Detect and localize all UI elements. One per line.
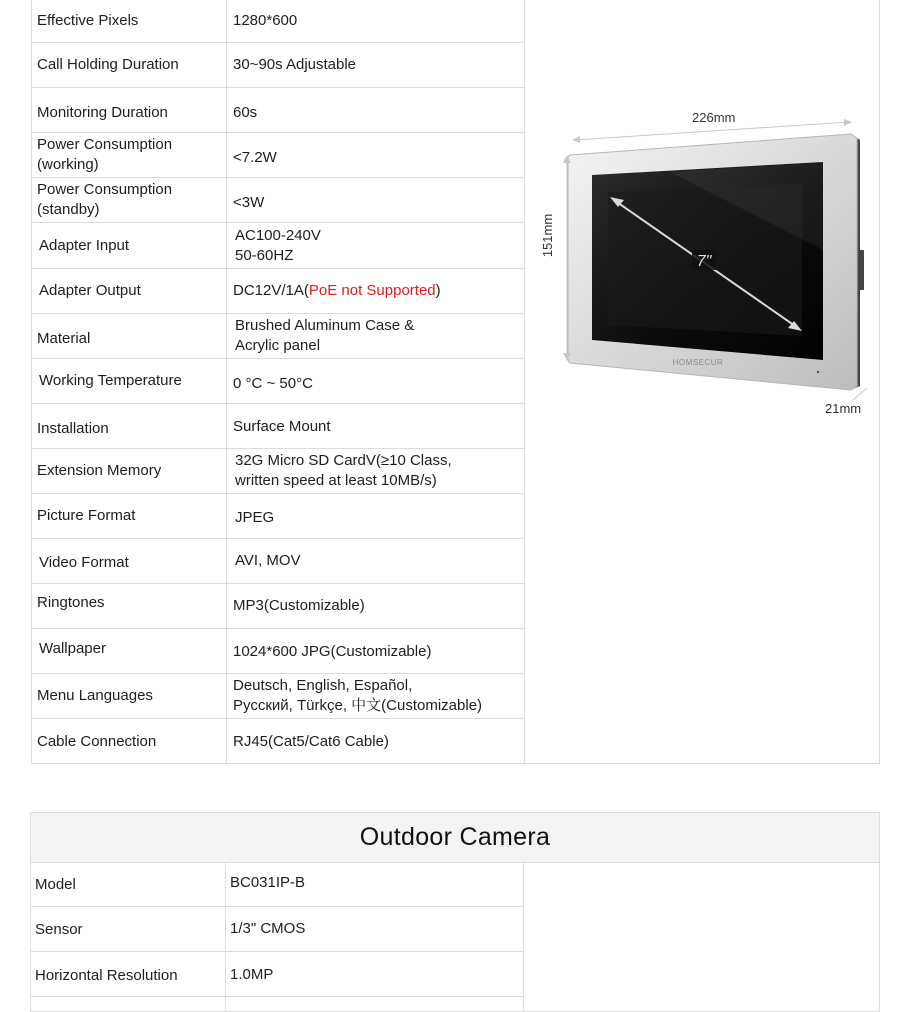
- width-label: 226mm: [692, 110, 736, 125]
- spec-label: Model: [35, 876, 76, 893]
- spec-label: Video Format: [39, 554, 129, 571]
- spec-value: RJ45(Cat5/Cat6 Cable): [233, 732, 389, 750]
- width-arrow-left: [572, 136, 580, 143]
- spec-label: Sensor: [35, 921, 83, 938]
- spec-label: Material: [37, 330, 91, 347]
- spec-row-video-format: [32, 539, 525, 584]
- spec-label: Working Temperature: [39, 372, 182, 389]
- spec-row-power-standby: [32, 178, 525, 223]
- spec-value: Surface Mount: [233, 418, 331, 435]
- monitor-illustration: [540, 100, 880, 430]
- spec-value: 1280*600: [233, 12, 298, 29]
- spec-row-call-holding: [32, 43, 525, 88]
- spec-row-extension-memory: [32, 449, 525, 494]
- spec-row-wallpaper: [32, 629, 525, 674]
- spec-label: Menu Languages: [37, 687, 153, 704]
- height-label: 151mm: [540, 213, 556, 258]
- spec-value: JPEG: [235, 508, 275, 526]
- spec-value: 60s: [233, 104, 258, 121]
- spec-value-suffix: ): [435, 282, 441, 299]
- spec-value: 30~90s Adjustable: [233, 56, 357, 73]
- spec-value: 0 °C ~ 50°C: [233, 375, 313, 392]
- spec-label: Cable Connection: [37, 732, 157, 750]
- depth-dimension-line: [853, 388, 867, 400]
- spec-row-model: [31, 862, 524, 907]
- spec-value: <7.2W: [233, 149, 277, 166]
- spec-value: AC100-240V 50-60HZ: [235, 226, 321, 264]
- spec-value: MP3(Customizable): [233, 597, 365, 614]
- spec-value: [233, 269, 521, 313]
- spec-label: Horizontal Resolution: [35, 966, 178, 984]
- spec-label: Adapter Output: [39, 282, 141, 299]
- spec-label: Installation: [37, 420, 109, 437]
- spec-label: Adapter Input: [39, 236, 130, 254]
- outdoor-spec-table: [30, 812, 880, 1012]
- spec-label: Power Consumption (working): [37, 136, 173, 173]
- spec-value: Deutsch, English, Español, Русский, Türkçe, 中文(Customizable): [233, 677, 483, 714]
- spec-row-horizontal-resolution: [31, 952, 524, 997]
- spec-label: Effective Pixels: [37, 12, 139, 29]
- spec-row-sensor: [31, 907, 524, 952]
- width-arrow-right: [844, 119, 852, 126]
- monitor-product-image: [540, 100, 880, 430]
- section-title: Outdoor Camera: [31, 813, 879, 863]
- spec-row-picture-format: [32, 494, 525, 539]
- spec-value-text: DC12V/1A(: [233, 282, 309, 299]
- spec-row-ringtones: [32, 584, 525, 629]
- monitor-side-button: [860, 250, 864, 290]
- spec-label: Power Consumption (standby): [37, 181, 173, 218]
- spec-label: Ringtones: [37, 594, 105, 611]
- spec-value: AVI, MOV: [235, 552, 301, 569]
- spec-value: 1.0MP: [230, 965, 274, 983]
- spec-row-cable-connection: [32, 719, 525, 764]
- spec-label: Wallpaper: [39, 640, 106, 657]
- spec-row-working-temperature: [32, 359, 525, 404]
- spec-value: <3W: [233, 194, 265, 211]
- spec-label: Picture Format: [37, 507, 136, 524]
- spec-row-monitoring: [32, 88, 525, 133]
- spec-row-adapter-output: [32, 269, 525, 314]
- spec-row-effective-pixels: [32, 0, 525, 43]
- poe-warning-text: PoE not Supported: [308, 282, 436, 299]
- spec-value: 1/3" CMOS: [230, 920, 306, 937]
- spec-row-installation: [32, 404, 525, 449]
- spec-label: Extension Memory: [37, 462, 162, 479]
- spec-row-menu-languages: [32, 674, 525, 719]
- spec-value: BC031IP-B: [230, 874, 306, 891]
- spec-row-power-working: [32, 133, 525, 178]
- spec-row-material: [32, 314, 525, 359]
- spec-row-adapter-input: [32, 223, 525, 269]
- spec-value: 1024*600 JPG(Customizable): [233, 643, 432, 660]
- spec-label: Monitoring Duration: [37, 104, 168, 121]
- spec-value: Brushed Aluminum Case & Acrylic panel: [235, 317, 415, 354]
- spec-value: 32G Micro SD CardV(≥10 Class, written speed at least 10MB/s): [235, 452, 452, 489]
- spec-label: Call Holding Duration: [37, 56, 179, 73]
- brand-logo-text: HOMSECUR: [672, 358, 724, 367]
- indicator-light: [817, 371, 819, 373]
- diagonal-size-label: 7": [696, 253, 712, 270]
- depth-label: 21mm: [825, 401, 862, 416]
